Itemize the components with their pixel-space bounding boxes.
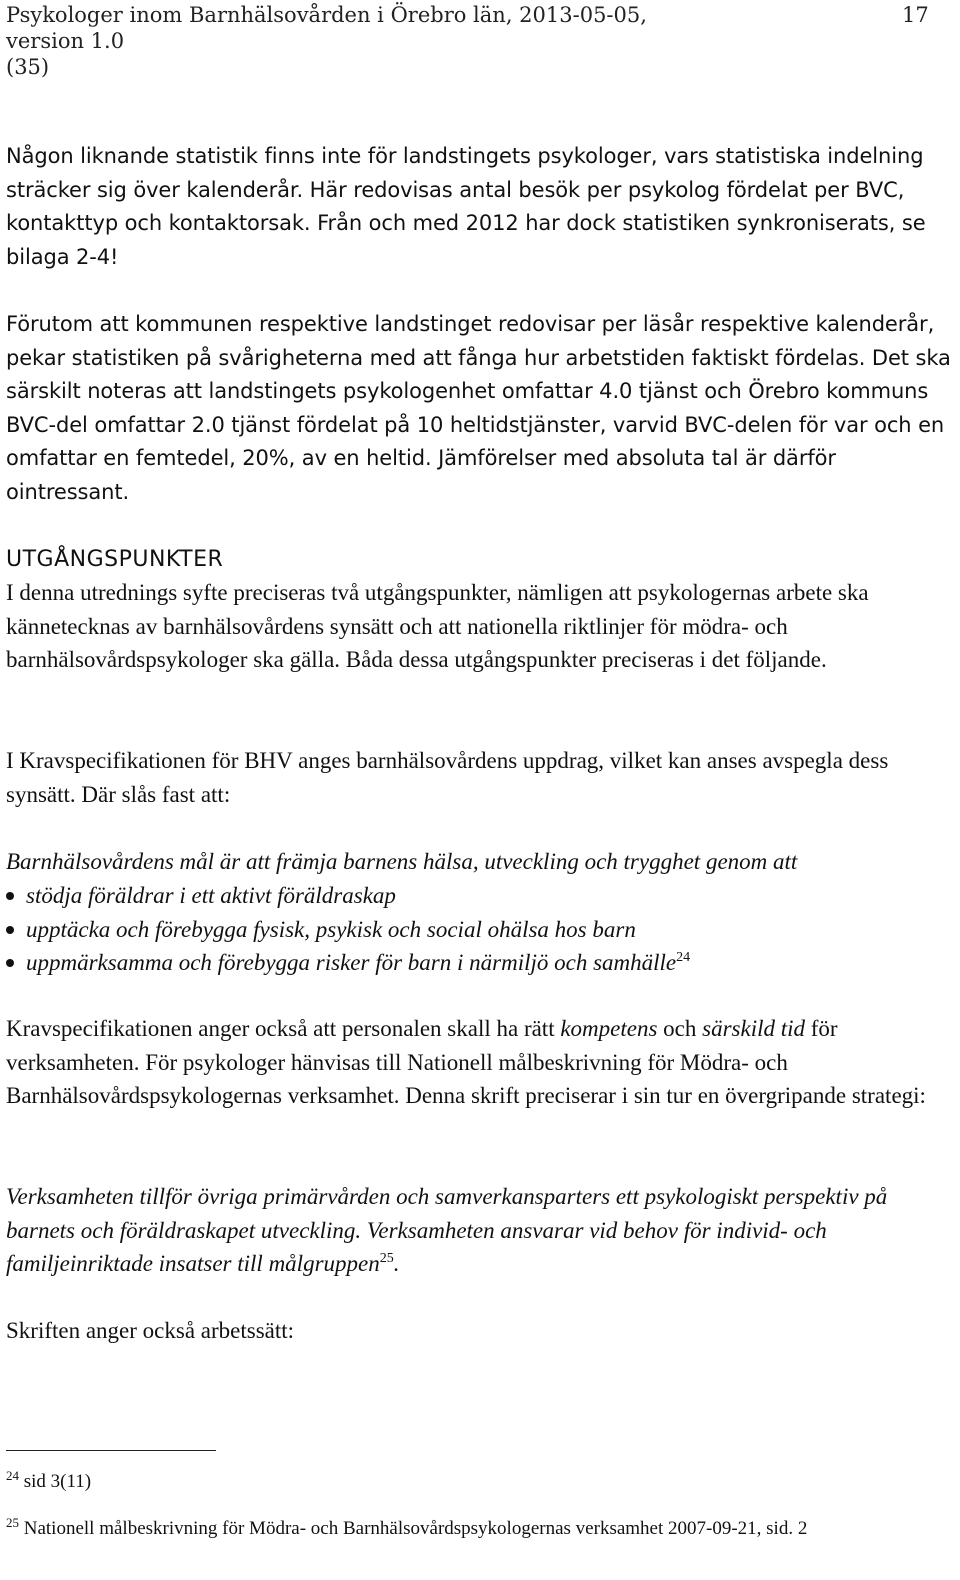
footnote-number: 24 [6, 1468, 19, 1483]
quote-strategy-end: . [393, 1251, 400, 1277]
section-heading: UTGÅNGSPUNKTER [6, 547, 224, 572]
paragraph-working-time: Förutom att kommunen respektive landstinget redovisar per läsår respektive kalenderår, pekar statistiken på svårigheterna med att fånga hur arbetstiden faktiskt fördelas. Det ska särskilt noteras att landstingets psykologenhet omfattar 4.0 tjänst och Örebro kommuns BVC-del omfattar 2.0 tjänst fördelat på 10 heltidstjänster, varvid BVC-delen för var och en omfattar en femtedel, 20%, av en heltid. Jämförelser med absoluta tal är därför ointressant. [6, 312, 951, 504]
bullet-icon [6, 892, 14, 900]
footnote-text: Nationell målbeskrivning för Mödra- och Barnhälsovårdspsykologernas verksamhet 2007-09-21, sid. 2 [23, 1518, 808, 1539]
quote-intro: Barnhälsovårdens mål är att främja barnens hälsa, utveckling och trygghet genom att [6, 849, 798, 874]
paragraph-requirements: I Kravspecifikationen för BHV anges barnhälsovårdens uppdrag, vilket kan anses avspegla dess synsätt. Där slås fast att: [6, 748, 889, 807]
bullet-text: stödja föräldrar i ett aktivt föräldraskap [26, 883, 396, 908]
paragraph-starting-points: I denna utrednings syfte preciseras två utgångspunkter, nämligen att psykologernas arbete ska kännetecknas av barnhälsovårdens synsätt och att nationella riktlinjer för mödra- och barnhälsovårdspsykologer ska gälla. Båda dessa utgångspunkter preciseras i det följande. [6, 580, 869, 673]
bullet-icon [6, 959, 14, 967]
footnote-25 [6, 1516, 956, 1542]
footnote-number: 25 [6, 1515, 19, 1530]
quote-bullet-list [6, 879, 946, 980]
bullet-text: uppmärksamma och förebygga risker för barn i närmiljö och samhälle [26, 950, 677, 976]
footnote-divider [6, 1450, 216, 1451]
para5-emphasis-competence: kompetens [560, 1016, 658, 1041]
page-number: 17 [902, 3, 929, 27]
quote-strategy-text: Verksamheten tillför övriga primärvården och samverkansparters ett psykologiskt perspektiv på barnets och föräldraskapet utveckling. Verksamheten ansvarar vid behov för individ- och familjeinriktade insatser till målgruppen [6, 1184, 888, 1277]
list-item [6, 879, 946, 913]
bullet-icon [6, 926, 14, 934]
footnote-24 [6, 1469, 956, 1495]
paragraph-methods: Skriften anger också arbetssätt: [6, 1318, 295, 1343]
footnote-ref-25: 25 [379, 1251, 394, 1267]
paragraph-competence [6, 1012, 956, 1113]
header-page-total: (35) [6, 55, 50, 79]
footnote-text: sid 3(11) [23, 1471, 92, 1492]
list-item [6, 946, 946, 980]
para5-part3: för verksamheten. För psykologer hänvisas till Nationell målbeskrivning för Mödra- och Barnhälsovårdspsykologernas verksamhet. Denna skrift preciserar i sin tur en övergripande strategi: [6, 1016, 926, 1109]
para5-part2: och [657, 1016, 703, 1041]
footnote-ref-24: 24 [676, 950, 691, 966]
quote-strategy [6, 1180, 956, 1281]
para5-part1: Kravspecifikationen anger också att personalen skall ha rätt [6, 1016, 561, 1041]
header-title: Psykologer inom Barnhälsovården i Örebro län, 2013-05-05, version 1.0 [6, 3, 647, 53]
page-header [6, 2, 706, 80]
paragraph-statistics: Någon liknande statistik finns inte för landstingets psykologer, vars statistiska indelning sträcker sig över kalenderår. Här redovisas antal besök per psykolog fördelat per BVC, kontakttyp och kontaktorsak. Från och med 2012 har dock statistiken synkroniserats, se bilaga 2-4! [6, 144, 926, 269]
list-item [6, 913, 946, 947]
bullet-text: upptäcka och förebygga fysisk, psykisk och social ohälsa hos barn [26, 916, 636, 942]
para5-emphasis-time: särskild tid [702, 1016, 806, 1041]
